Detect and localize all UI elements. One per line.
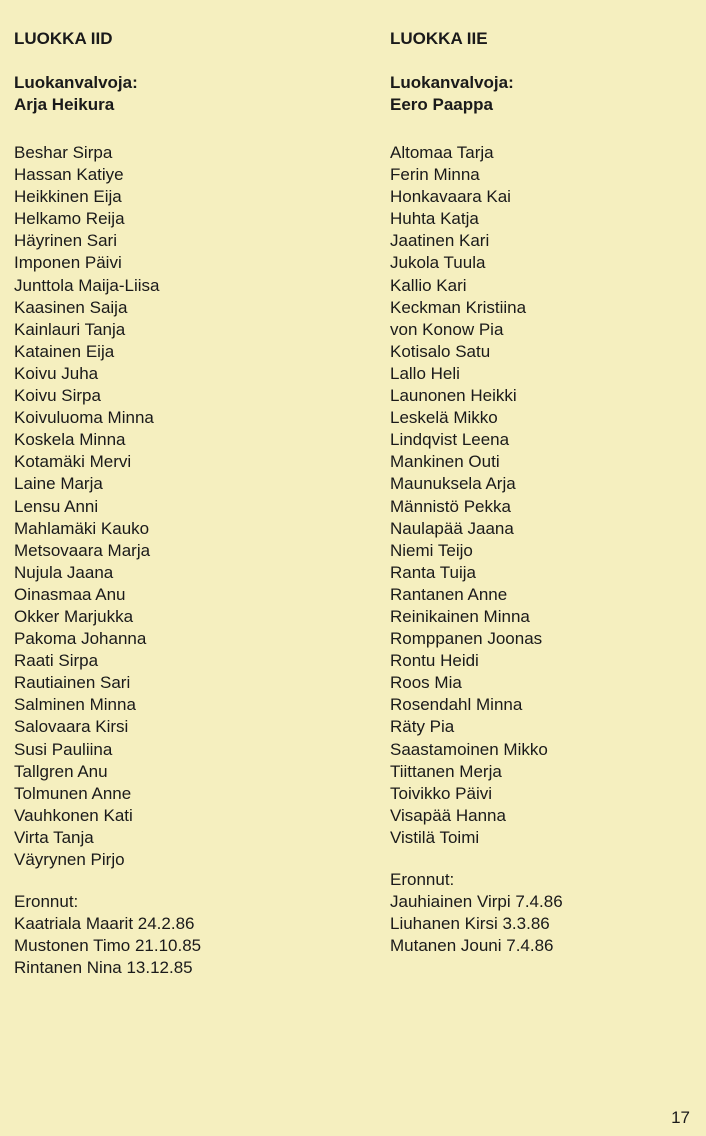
student-name: Laine Marja (14, 474, 103, 494)
student-list (14, 142, 334, 871)
student-name: Kaasinen Saija (14, 297, 128, 317)
resigned-entry: Kaatriala Maarit 24.2.86 (14, 914, 195, 934)
student-name: Metsovaara Marja (14, 540, 151, 560)
student-name: Susi Pauliina (14, 739, 113, 759)
supervisor-block (14, 72, 334, 116)
student-name: Rosendahl Minna (390, 695, 523, 715)
supervisor-label: Luokanvalvoja: (390, 73, 514, 92)
student-name: Heikkinen Eija (14, 187, 122, 207)
student-name: Koivu Juha (14, 363, 99, 383)
resigned-list (390, 891, 706, 957)
resigned-entry: Mustonen Timo 21.10.85 (14, 936, 202, 956)
student-name: Männistö Pekka (390, 496, 511, 516)
class-title: LUOKKA IID (14, 29, 113, 48)
student-name: Salovaara Kirsi (14, 717, 129, 737)
student-name: von Konow Pia (390, 319, 504, 339)
student-name: Kainlauri Tanja (14, 319, 126, 339)
student-name: Tiittanen Merja (390, 761, 502, 781)
student-name: Pakoma Johanna (14, 629, 147, 649)
supervisor-label: Luokanvalvoja: (14, 73, 138, 92)
student-name: Rautiainen Sari (14, 673, 131, 693)
student-name: Virta Tanja (14, 827, 94, 847)
student-name: Saastamoinen Mikko (390, 739, 548, 759)
student-name: Niemi Teijo (390, 540, 473, 560)
student-name: Honkavaara Kai (390, 187, 511, 207)
student-name: Vauhkonen Kati (14, 805, 133, 825)
student-name: Raati Sirpa (14, 651, 99, 671)
student-name: Huhta Katja (390, 209, 479, 229)
student-name: Kotisalo Satu (390, 341, 491, 361)
student-name: Oinasmaa Anu (14, 584, 126, 604)
resigned-entry: Liuhanen Kirsi 3.3.86 (390, 914, 550, 934)
student-name: Koskela Minna (14, 430, 126, 450)
student-name: Naulapää Jaana (390, 518, 514, 538)
student-name: Salminen Minna (14, 695, 136, 715)
student-name: Ranta Tuija (390, 562, 476, 582)
student-name: Nujula Jaana (14, 562, 114, 582)
supervisor-name: Arja Heikura (14, 95, 115, 114)
resigned-entry: Jauhiainen Virpi 7.4.86 (390, 892, 563, 911)
student-name: Kallio Kari (390, 275, 467, 295)
student-name: Reinikainen Minna (390, 606, 530, 626)
student-name: Tallgren Anu (14, 761, 108, 781)
student-name: Rontu Heidi (390, 651, 479, 671)
student-name: Ferin Minna (390, 165, 480, 185)
student-name: Roos Mia (390, 673, 462, 693)
student-name: Maunuksela Arja (390, 474, 516, 494)
student-name: Jaatinen Kari (390, 231, 490, 251)
student-name: Vistilä Toimi (390, 827, 480, 847)
student-name: Koivuluoma Minna (14, 408, 154, 428)
class-iid-column (14, 28, 334, 979)
supervisor-block (390, 72, 706, 116)
student-name: Lensu Anni (14, 496, 99, 516)
page-number: 17 (671, 1108, 690, 1127)
student-name: Hassan Katiye (14, 165, 124, 185)
student-name: Toivikko Päivi (390, 783, 493, 803)
student-name: Beshar Sirpa (14, 143, 113, 162)
student-name: Keckman Kristiina (390, 297, 527, 317)
resigned-entry: Rintanen Nina 13.12.85 (14, 958, 193, 978)
student-name: Imponen Päivi (14, 253, 122, 273)
student-list (390, 142, 706, 849)
student-name: Lindqvist Leena (390, 430, 510, 450)
student-name: Jukola Tuula (390, 253, 486, 273)
student-name: Rantanen Anne (390, 584, 508, 604)
student-name: Kotamäki Mervi (14, 452, 132, 472)
resigned-entry: Mutanen Jouni 7.4.86 (390, 936, 554, 956)
student-name: Leskelä Mikko (390, 408, 498, 428)
student-name: Räty Pia (390, 717, 455, 737)
student-name: Junttola Maija-Liisa (14, 275, 160, 295)
student-name: Altomaa Tarja (390, 143, 494, 162)
student-name: Mahlamäki Kauko (14, 518, 150, 538)
student-name: Visapää Hanna (390, 805, 506, 825)
student-name: Launonen Heikki (390, 386, 517, 406)
resigned-label: Eronnut: (14, 892, 79, 912)
class-title: LUOKKA IIE (390, 29, 488, 48)
student-name: Häyrinen Sari (14, 231, 117, 251)
student-name: Katainen Eija (14, 341, 115, 361)
student-name: Lallo Heli (390, 363, 460, 383)
resigned-block (390, 869, 706, 957)
resigned-list (14, 913, 334, 979)
student-name: Romppanen Joonas (390, 629, 543, 649)
resigned-label: Eronnut: (390, 870, 455, 889)
student-name: Koivu Sirpa (14, 386, 101, 406)
student-name: Okker Marjukka (14, 606, 134, 626)
resigned-block (14, 891, 334, 979)
student-name: Mankinen Outi (390, 452, 500, 472)
student-name: Väyrynen Pirjo (14, 850, 125, 869)
student-name: Tolmunen Anne (14, 783, 132, 803)
student-name: Helkamo Reija (14, 209, 125, 229)
class-iie-column (390, 28, 706, 957)
supervisor-name: Eero Paappa (390, 95, 493, 114)
